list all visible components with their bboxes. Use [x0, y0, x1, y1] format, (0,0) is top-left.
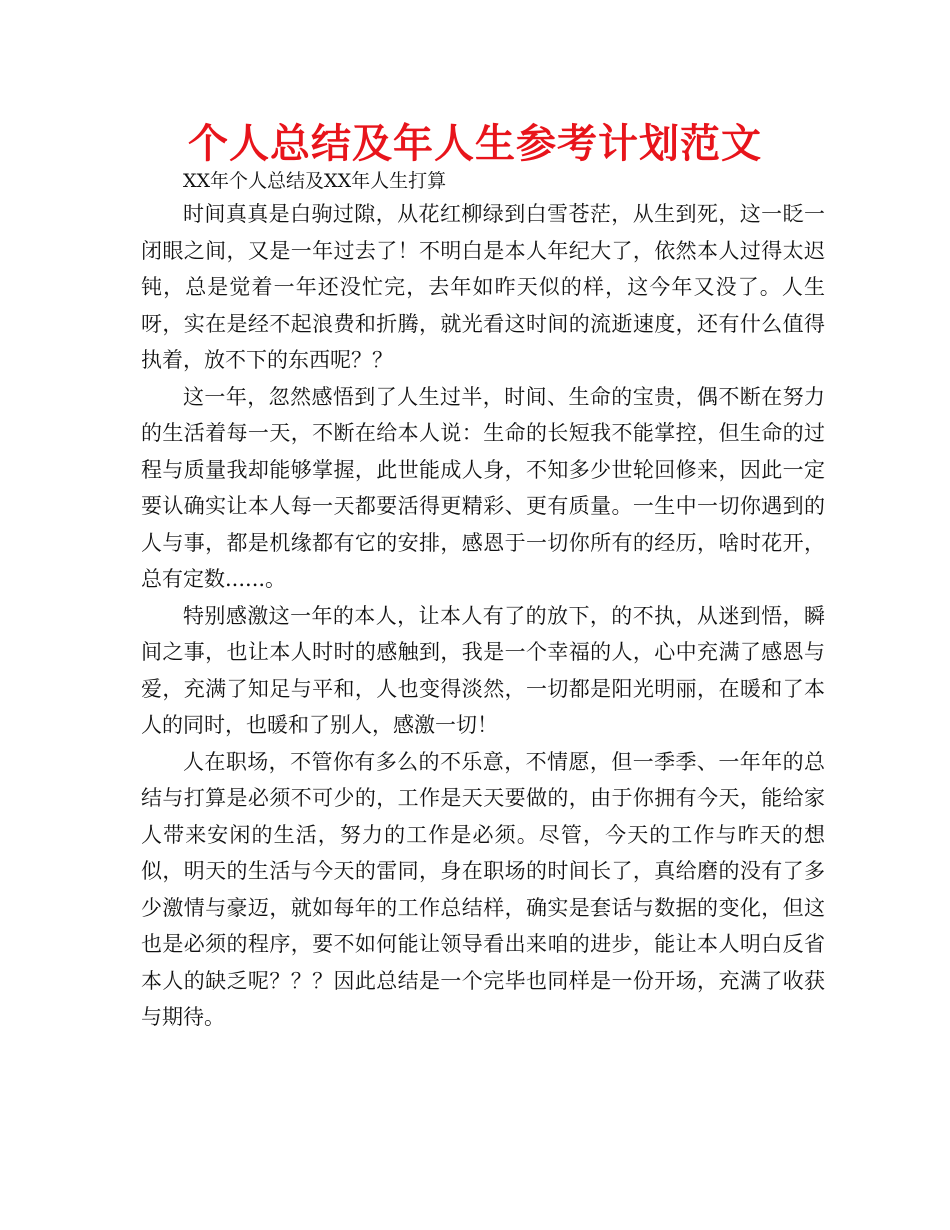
paragraph: 这一年，忽然感悟到了人生过半，时间、生命的宝贵，偶不断在努力的生活着每一天，不断在给本人说：生命的长短我不能掌控，但生命的过程与质量我却能够掌握，此世能成人身，不知多少世轮回修来，因此一定要认确实让本人每一天都要活得更精彩、更有质量。一生中一切你遇到的人与事，都是机缘都有它的安排，感恩于一切你所有的经历，啥时花开，总有定数......。 [141, 384, 825, 591]
document-body [141, 196, 825, 1036]
document-subtitle: XX年个人总结及XX年人生打算 [183, 170, 447, 192]
paragraph: 时间真真是白驹过隙，从花红柳绿到白雪苍茫，从生到死，这一眨一闭眼之间，又是一年过去了！不明白是本人年纪大了，依然本人过得太迟钝，总是觉着一年还没忙完，去年如昨天似的样，这今年又没了。人生呀，实在是经不起浪费和折腾，就光看这时间的流逝速度，还有什么值得执着，放不下的东西呢？？ [141, 202, 825, 372]
document-title: 个人总结及年人生参考计划范文 [188, 121, 762, 167]
paragraph: 人在职场，不管你有多么的不乐意，不情愿，但一季季、一年年的总结与打算是必须不可少的，工作是天天要做的，由于你拥有今天，能给家人带来安闲的生活，努力的工作是必须。尽管，今天的工作与昨天的想似，明天的生活与今天的雷同，身在职场的时间长了，真给磨的没有了多少激情与豪迈，就如每年的工作总结样，确实是套话与数据的变化，但这也是必须的程序，要不如何能让领导看出来咱的进步，能让本人明白反省本人的缺乏呢？？？因此总结是一个完毕也同样是一份开场，充满了收获与期待。 [141, 749, 825, 1029]
paragraph: 特别感激这一年的本人，让本人有了的放下，的不执，从迷到悟，瞬间之事，也让本人时时的感触到，我是一个幸福的人，心中充满了感恩与爱，充满了知足与平和，人也变得淡然，一切都是阳光明丽，在暖和了本人的同时，也暖和了别人，感激一切！ [141, 603, 825, 737]
